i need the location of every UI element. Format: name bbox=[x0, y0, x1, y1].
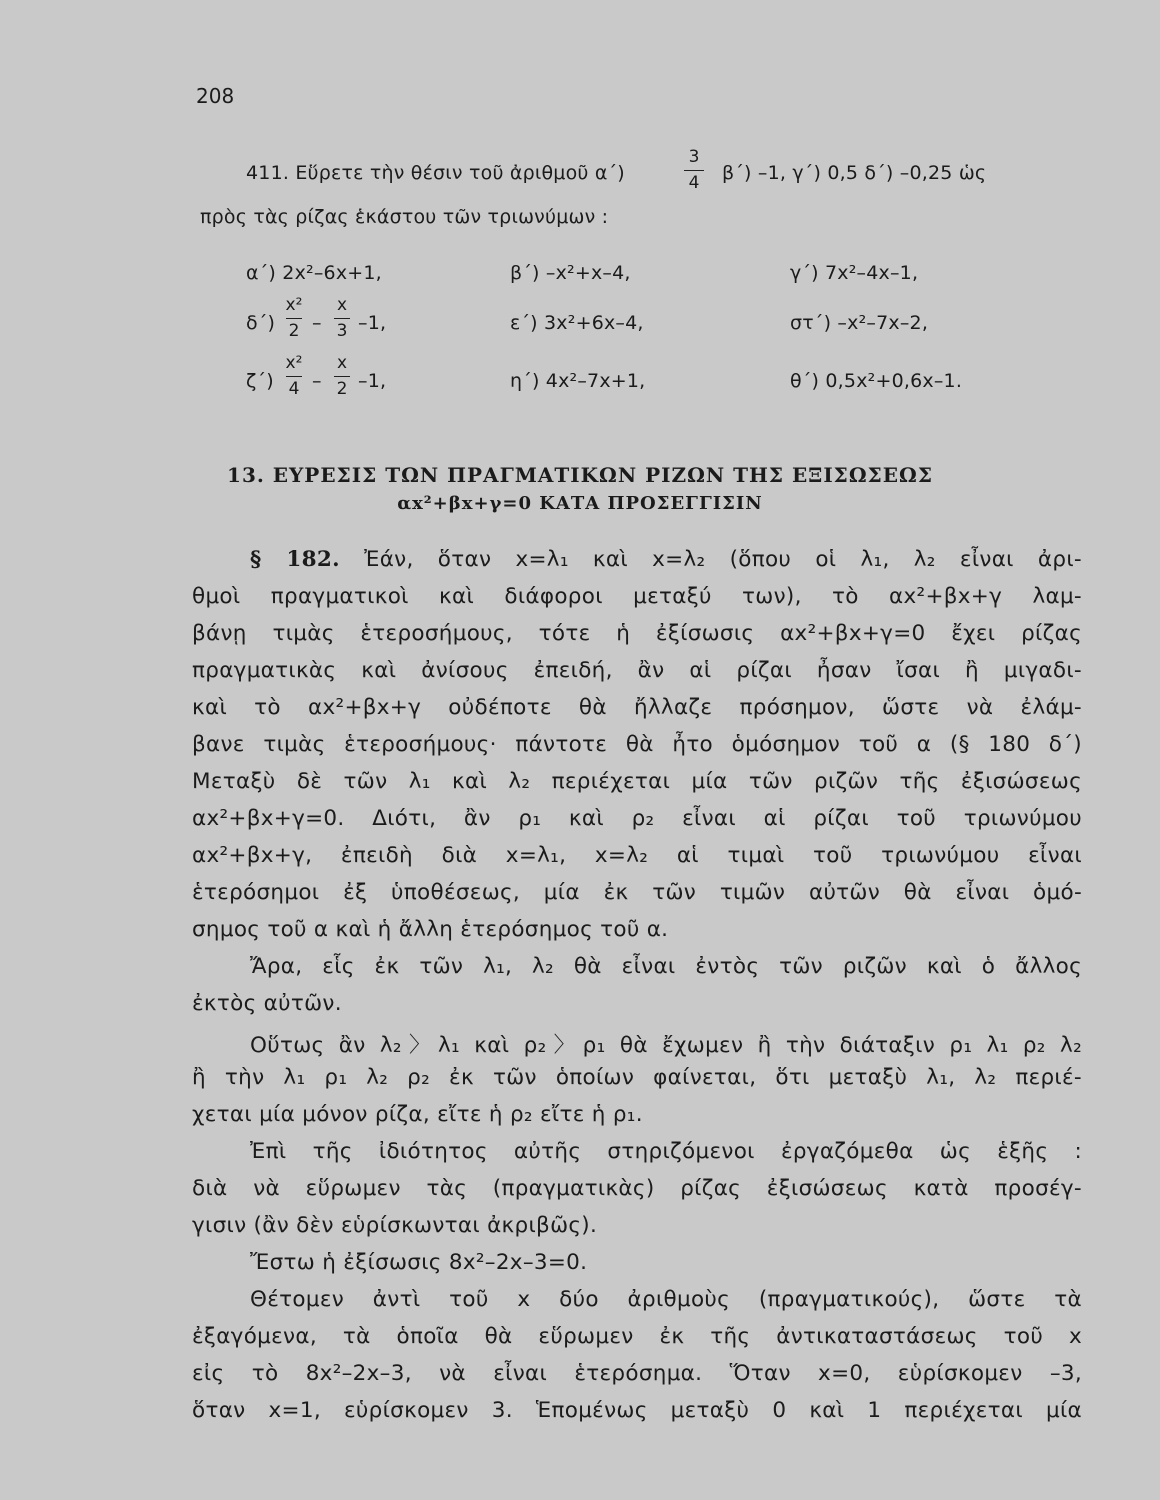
page-number: 208 bbox=[196, 84, 235, 108]
body-line: γισιν (ἂν δὲν εὑρίσκωνται ἀκριβῶς). bbox=[192, 1213, 598, 1238]
trinomial-d-bar2 bbox=[334, 318, 350, 319]
trinomial-e: ε΄) 3x²+6x–4, bbox=[510, 312, 644, 334]
body-line: διὰ νὰ εὕρωμεν τὰς (πραγματικὰς) ρίζας ἐξισώσεως κατὰ προσέγ- bbox=[192, 1176, 1082, 1201]
body-line: εἰς τὸ 8x²–2x–3, νὰ εἶναι ἑτερόσημα. Ὅταν x=0, εὑρίσκομεν –3, bbox=[192, 1361, 1082, 1386]
exercise-values: β΄) –1, γ΄) 0,5 δ΄) –0,25 ὡς bbox=[722, 162, 987, 184]
body-line: θμοὶ πραγματικοὶ καὶ διάφοροι μεταξύ των), τὸ αx²+βx+γ λαμ- bbox=[192, 584, 1082, 609]
body-line: πραγματικὰς καὶ ἀνίσους ἐπειδή, ἂν αἱ ρίζαι ἦσαν ἴσαι ἢ μιγαδι- bbox=[192, 658, 1082, 683]
body-line: σημος τοῦ α καὶ ἡ ἄλλη ἑτερόσημος τοῦ α. bbox=[192, 917, 669, 942]
body-line: ἐξαγόμενα, τὰ ὁποῖα θὰ εὕρωμεν ἐκ τῆς ἀντικαταστάσεως τοῦ x bbox=[192, 1324, 1082, 1349]
body-line: ἐκτὸς αὐτῶν. bbox=[192, 991, 342, 1016]
trinomial-z-bar1 bbox=[286, 376, 302, 377]
section-number: § 182. bbox=[250, 547, 340, 572]
trinomial-d-num2: x bbox=[336, 295, 348, 315]
fraction-bar bbox=[684, 170, 704, 171]
trinomial-z-tail: –1, bbox=[358, 370, 387, 392]
exercise-intro: 411. Εὕρετε τὴν θέσιν τοῦ ἀριθμοῦ α΄) bbox=[246, 162, 625, 184]
body-line: Ἔστω ἡ ἐξίσωσις 8x²–2x–3=0. bbox=[250, 1250, 588, 1275]
trinomial-a: α΄) 2x²–6x+1, bbox=[246, 262, 382, 284]
body-line: ἑτερόσημοι ἐξ ὑποθέσεως, μία ἐκ τῶν τιμῶν αὐτῶν θὰ εἶναι ὁμό- bbox=[192, 880, 1082, 905]
trinomial-h: η΄) 4x²–7x+1, bbox=[510, 370, 646, 392]
trinomial-z-label: ζ΄) bbox=[246, 370, 274, 392]
trinomial-z-den1: 4 bbox=[288, 379, 300, 399]
trinomial-d-num1: x² bbox=[285, 295, 303, 315]
body-line: χεται μία μόνον ρίζα, εἴτε ἡ ρ₂ εἴτε ἡ ρ₁. bbox=[192, 1102, 643, 1127]
trinomial-d-bar1 bbox=[286, 318, 302, 319]
section-subheading: αx²+βx+γ=0 ΚΑΤΑ ΠΡΟΣΕΓΓΙΣΙΝ bbox=[397, 493, 763, 514]
body-line: Ἄρα, εἷς ἐκ τῶν λ₁, λ₂ θὰ εἶναι ἐντὸς τῶν ριζῶν καὶ ὁ ἄλλος bbox=[250, 954, 1082, 979]
trinomial-th: θ΄) 0,5x²+0,6x–1. bbox=[790, 370, 963, 392]
trinomial-z-num2: x bbox=[336, 353, 348, 373]
trinomial-z-minus: – bbox=[312, 370, 322, 392]
trinomial-z-num1: x² bbox=[285, 353, 303, 373]
fraction-numerator: 3 bbox=[688, 147, 700, 167]
trinomial-z-den2: 2 bbox=[336, 379, 348, 399]
body-line: αx²+βx+γ=0. Διότι, ἂν ρ₁ καὶ ρ₂ εἶναι αἱ ρίζαι τοῦ τριωνύμου bbox=[192, 806, 1082, 831]
body-line: βάνῃ τιμὰς ἑτεροσήμους, τότε ἡ ἐξίσωσις αx²+βx+γ=0 ἔχει ρίζας bbox=[192, 621, 1082, 646]
fraction-denominator: 4 bbox=[688, 173, 700, 193]
exercise-continuation: πρὸς τὰς ρίζας ἑκάστου τῶν τριωνύμων : bbox=[200, 206, 609, 228]
trinomial-st: στ΄) –x²–7x–2, bbox=[790, 312, 929, 334]
trinomial-d-minus: – bbox=[312, 312, 322, 334]
body-line: ὅταν x=1, εὑρίσκομεν 3. Ἑπομένως μεταξὺ 0 καὶ 1 περιέχεται μία bbox=[192, 1398, 1082, 1423]
trinomial-d-den1: 2 bbox=[288, 321, 300, 341]
trinomial-d-den2: 3 bbox=[336, 321, 348, 341]
trinomial-b: β΄) –x²+x–4, bbox=[510, 262, 631, 284]
body-line: καὶ τὸ αx²+βx+γ οὐδέποτε θὰ ἤλλαζε πρόσημον, ὥστε νὰ ἐλάμ- bbox=[192, 695, 1082, 720]
section-heading: 13. ΕΥΡΕΣΙΣ ΤΩΝ ΠΡΑΓΜΑΤΙΚΩΝ ΡΙΖΩΝ ΤΗΣ ΕΞΙΣΩΣΕΩΣ bbox=[227, 463, 933, 487]
trinomial-d-label: δ΄) bbox=[246, 312, 276, 334]
body-line: Θέτομεν ἀντὶ τοῦ x δύο ἀριθμοὺς (πραγματικούς), ὥστε τὰ bbox=[250, 1287, 1082, 1312]
trinomial-c: γ΄) 7x²–4x–1, bbox=[790, 262, 919, 284]
body-line: βανε τιμὰς ἑτεροσήμους· πάντοτε θὰ ἦτο ὁμόσημον τοῦ α (§ 180 δ΄) bbox=[192, 732, 1082, 757]
body-line: Ἐπὶ τῆς ἰδιότητος αὐτῆς στηριζόμενοι ἐργαζόμεθα ὡς ἑξῆς : bbox=[250, 1139, 1082, 1164]
body-line: αx²+βx+γ, ἐπειδὴ διὰ x=λ₁, x=λ₂ αἱ τιμαὶ τοῦ τριωνύμου εἶναι bbox=[192, 843, 1082, 868]
body-line: Οὕτως ἂν λ₂〉λ₁ καὶ ρ₂〉ρ₁ θὰ ἔχωμεν ἢ τὴν διάταξιν ρ₁ λ₁ ρ₂ λ₂ bbox=[250, 1033, 1082, 1058]
trinomial-d-tail: –1, bbox=[358, 312, 387, 334]
body-line: Μεταξὺ δὲ τῶν λ₁ καὶ λ₂ περιέχεται μία τῶν ριζῶν τῆς ἐξισώσεως bbox=[192, 769, 1082, 794]
trinomial-z-bar2 bbox=[334, 376, 350, 377]
body-line: § 182. Ἐάν, ὅταν x=λ₁ καὶ x=λ₂ (ὅπου οἱ λ₁, λ₂ εἶναι ἀρι- bbox=[250, 547, 1082, 572]
body-line: ἢ τὴν λ₁ ρ₁ λ₂ ρ₂ ἐκ τῶν ὁποίων φαίνεται, ὅτι μεταξὺ λ₁, λ₂ περιέ- bbox=[192, 1065, 1082, 1090]
